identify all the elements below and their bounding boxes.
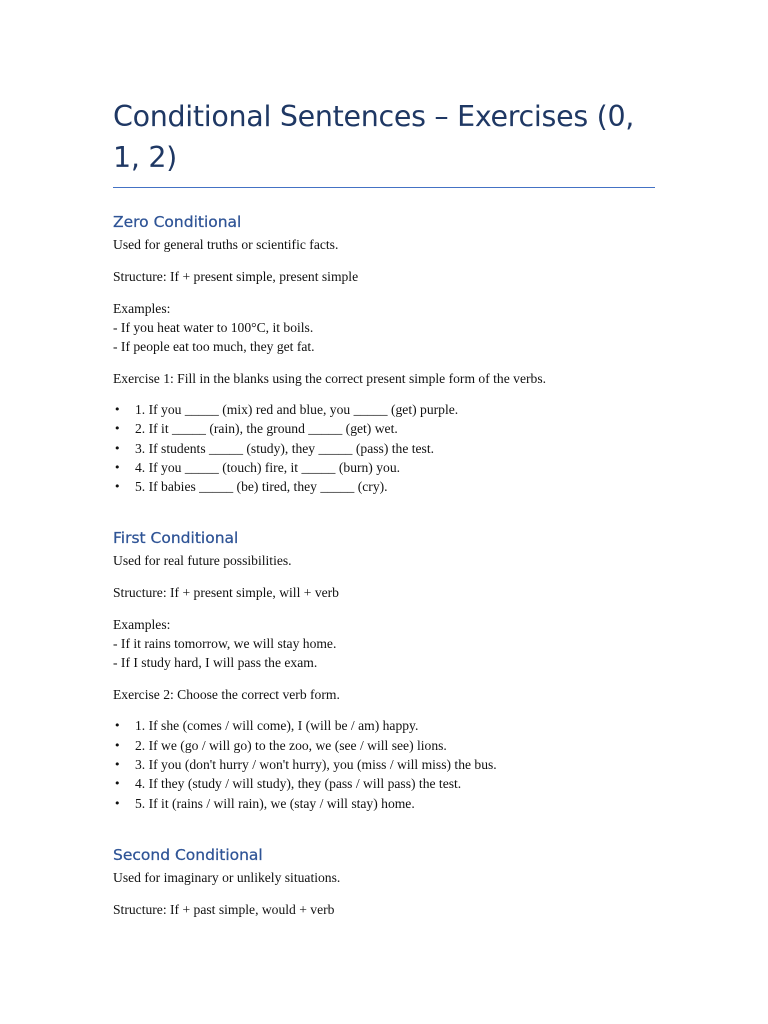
document-title: Conditional Sentences – Exercises (0, 1, 2) <box>113 96 655 188</box>
zero-example-2: - If people eat too much, they get fat. <box>113 339 315 354</box>
bullet-icon: • <box>114 460 121 474</box>
list-item-text: 4. If they (study / will study), they (pass / will pass) the test. <box>135 776 462 792</box>
list-item-text: 5. If it (rains / will rain), we (stay / will stay) home. <box>135 795 415 811</box>
zero-usage: Used for general truths or scientific facts. <box>113 237 339 252</box>
list-item <box>113 439 655 458</box>
list-item <box>113 716 655 735</box>
first-examples <box>113 615 655 672</box>
list-item <box>113 400 655 419</box>
second-structure: Structure: If + past simple, would + verb <box>113 901 335 917</box>
document-page <box>113 96 655 919</box>
list-item-text: 3. If students _____ (study), they _____ (pass) the test. <box>135 440 435 456</box>
list-item-text: 1. If she (comes / will come), I (will be / am) happy. <box>135 718 419 734</box>
zero-exercise-instruction: Exercise 1: Fill in the blanks using the correct present simple form of the verbs. <box>113 371 547 386</box>
second-usage: Used for imaginary or unlikely situations. <box>113 869 341 885</box>
list-item-text: 2. If it _____ (rain), the ground _____ (get) wet. <box>135 421 398 437</box>
heading-zero-conditional: Zero Conditional <box>113 213 242 231</box>
list-item-text: 4. If you _____ (touch) fire, it _____ (burn) you. <box>135 459 401 475</box>
heading-second-conditional: Second Conditional <box>113 845 263 864</box>
zero-examples-label: Examples: <box>113 301 171 316</box>
zero-structure: Structure: If + present simple, present simple <box>113 269 359 284</box>
bullet-icon: • <box>114 441 121 455</box>
bullet-icon: • <box>114 480 121 494</box>
list-item <box>113 774 655 793</box>
bullet-icon: • <box>114 758 121 772</box>
list-item-text: 1. If you _____ (mix) red and blue, you _____ (get) purple. <box>135 402 459 417</box>
list-item <box>113 736 655 755</box>
zero-examples <box>113 299 655 356</box>
list-item-text: 3. If you (don't hurry / won't hurry), you (miss / will miss) the bus. <box>135 757 497 773</box>
zero-example-1: - If you heat water to 100°C, it boils. <box>113 320 314 335</box>
list-item-text: 2. If we (go / will go) to the zoo, we (see / will see) lions. <box>135 737 447 753</box>
list-item <box>113 419 655 438</box>
first-usage: Used for real future possibilities. <box>113 553 292 569</box>
first-example-2: - If I study hard, I will pass the exam. <box>113 655 318 671</box>
first-structure: Structure: If + present simple, will + verb <box>113 585 339 601</box>
bullet-icon: • <box>114 738 121 752</box>
bullet-icon: • <box>114 777 121 791</box>
first-examples-label: Examples: <box>113 617 171 633</box>
bullet-icon: • <box>114 403 121 416</box>
bullet-icon: • <box>114 719 121 733</box>
list-item <box>113 477 655 496</box>
first-example-1: - If it rains tomorrow, we will stay home. <box>113 636 337 652</box>
zero-exercise-list <box>113 400 655 496</box>
list-item <box>113 755 655 774</box>
list-item-text: 5. If babies _____ (be) tired, they _____ (cry). <box>135 479 388 495</box>
first-exercise-instruction: Exercise 2: Choose the correct verb form. <box>113 687 340 703</box>
heading-first-conditional: First Conditional <box>113 529 239 548</box>
bullet-icon: • <box>114 796 121 810</box>
list-item <box>113 458 655 477</box>
first-exercise-list <box>113 716 655 812</box>
bullet-icon: • <box>114 422 121 436</box>
list-item <box>113 794 655 813</box>
